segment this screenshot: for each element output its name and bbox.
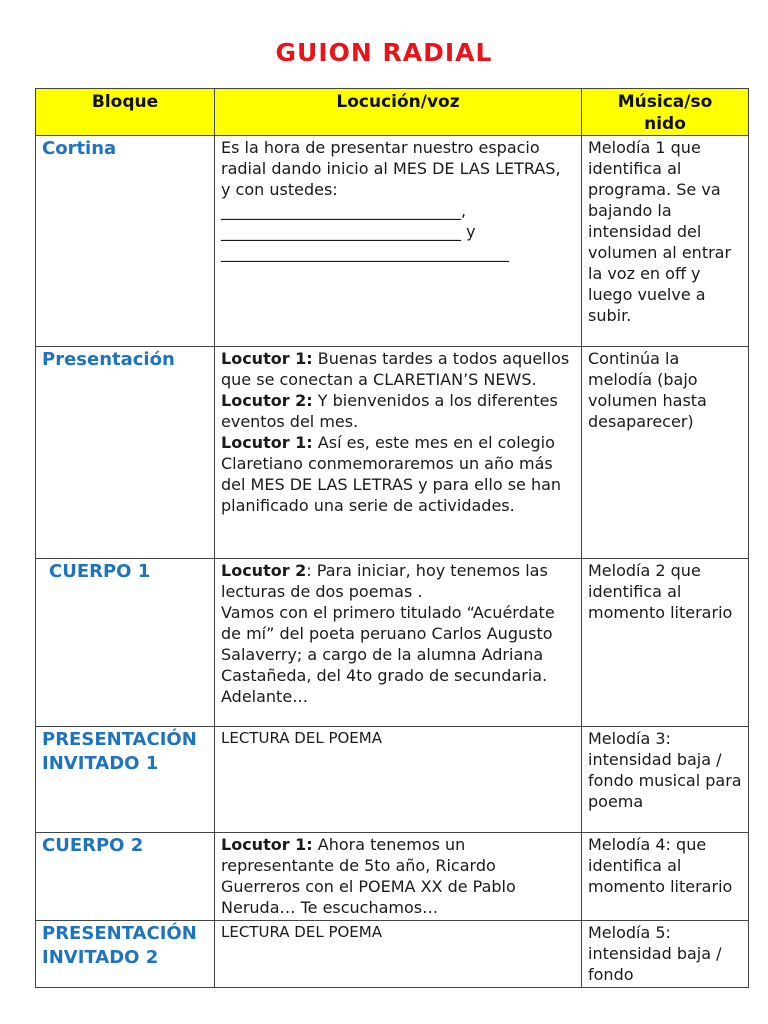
speaker-label: Locutor 1: bbox=[221, 433, 313, 452]
locution-cell bbox=[215, 559, 582, 727]
blank-line: ____________________________________ bbox=[221, 243, 509, 262]
music-cell: Melodía 1 que identifica al programa. Se va bajando la intensidad del volumen al entrar la voz en off y luego vuelve a subir. bbox=[582, 136, 749, 347]
block-name: PRESENTACIÓN INVITADO 2 bbox=[36, 921, 215, 988]
speaker-label: Locutor 2 bbox=[221, 561, 307, 580]
locution-text: Buenas tardes a todos aquellos que se conectan a CLARETIAN’S NEWS. bbox=[221, 349, 570, 389]
music-cell: Melodía 2 que identifica al momento literario bbox=[582, 559, 749, 727]
locution-line: Vamos con el primero titulado “Acuérdate de mí” del poeta peruano Carlos Augusto Salaverry; a cargo de la alumna Adriana Castañeda, del 4to grado de secundaria. Adelante… bbox=[221, 603, 555, 706]
speaker-label: Locutor 1: bbox=[221, 349, 313, 368]
table-row bbox=[36, 833, 749, 921]
locution-line bbox=[221, 560, 575, 602]
block-name: Cortina bbox=[36, 136, 215, 347]
table-row bbox=[36, 921, 749, 988]
blank-line: ______________________________, bbox=[221, 201, 467, 220]
blank-line: ______________________________ y bbox=[221, 222, 476, 241]
music-cell: Continúa la melodía (bajo volumen hasta desaparecer) bbox=[582, 347, 749, 559]
music-cell: Melodía 4: que identifica al momento literario bbox=[582, 833, 749, 921]
block-name: Presentación bbox=[36, 347, 215, 559]
locution-text: : Para iniciar, hoy tenemos las lecturas de dos poemas . bbox=[221, 561, 548, 601]
header-bloque: Bloque bbox=[36, 89, 215, 136]
block-name: PRESENTACIÓN INVITADO 1 bbox=[36, 727, 215, 833]
table-header-row bbox=[36, 89, 749, 136]
block-name: CUERPO 2 bbox=[36, 833, 215, 921]
block-name: CUERPO 1 bbox=[36, 559, 215, 727]
locution-text: Es la hora de presentar nuestro espacio radial dando inicio al MES DE LAS LETRAS, y con ustedes: bbox=[221, 138, 561, 199]
locution-line bbox=[221, 432, 575, 516]
locution-cell bbox=[215, 347, 582, 559]
table-row bbox=[36, 136, 749, 347]
header-musica: Música/so nido bbox=[582, 89, 749, 136]
header-locucion: Locución/voz bbox=[215, 89, 582, 136]
locution-cell bbox=[215, 136, 582, 347]
locution-text: Y bienvenidos a los diferentes eventos del mes. bbox=[221, 391, 558, 431]
locution-line bbox=[221, 348, 575, 390]
document-title: GUION RADIAL bbox=[275, 38, 493, 67]
table-row bbox=[36, 727, 749, 833]
locution-cell: LECTURA DEL POEMA bbox=[215, 727, 582, 833]
locution-cell bbox=[215, 833, 582, 921]
locution-cell: LECTURA DEL POEMA bbox=[215, 921, 582, 988]
speaker-label: Locutor 2: bbox=[221, 391, 313, 410]
script-table bbox=[35, 88, 749, 988]
music-cell: Melodía 3: intensidad baja / fondo musical para poema bbox=[582, 727, 749, 833]
locution-text: Así es, este mes en el colegio Claretiano conmemoraremos un año más del MES DE LAS LETRAS y para ello se han planificado una serie de actividades. bbox=[221, 433, 562, 515]
table-row bbox=[36, 347, 749, 559]
locution-line bbox=[221, 390, 575, 432]
speaker-label: Locutor 1: bbox=[221, 835, 313, 854]
music-cell: Melodía 5: intensidad baja / fondo bbox=[582, 921, 749, 988]
table-row bbox=[36, 559, 749, 727]
locution-text: Ahora tenemos un representante de 5to año, Ricardo Guerreros con el POEMA XX de Pablo Neruda… Te escuchamos… bbox=[221, 835, 516, 917]
